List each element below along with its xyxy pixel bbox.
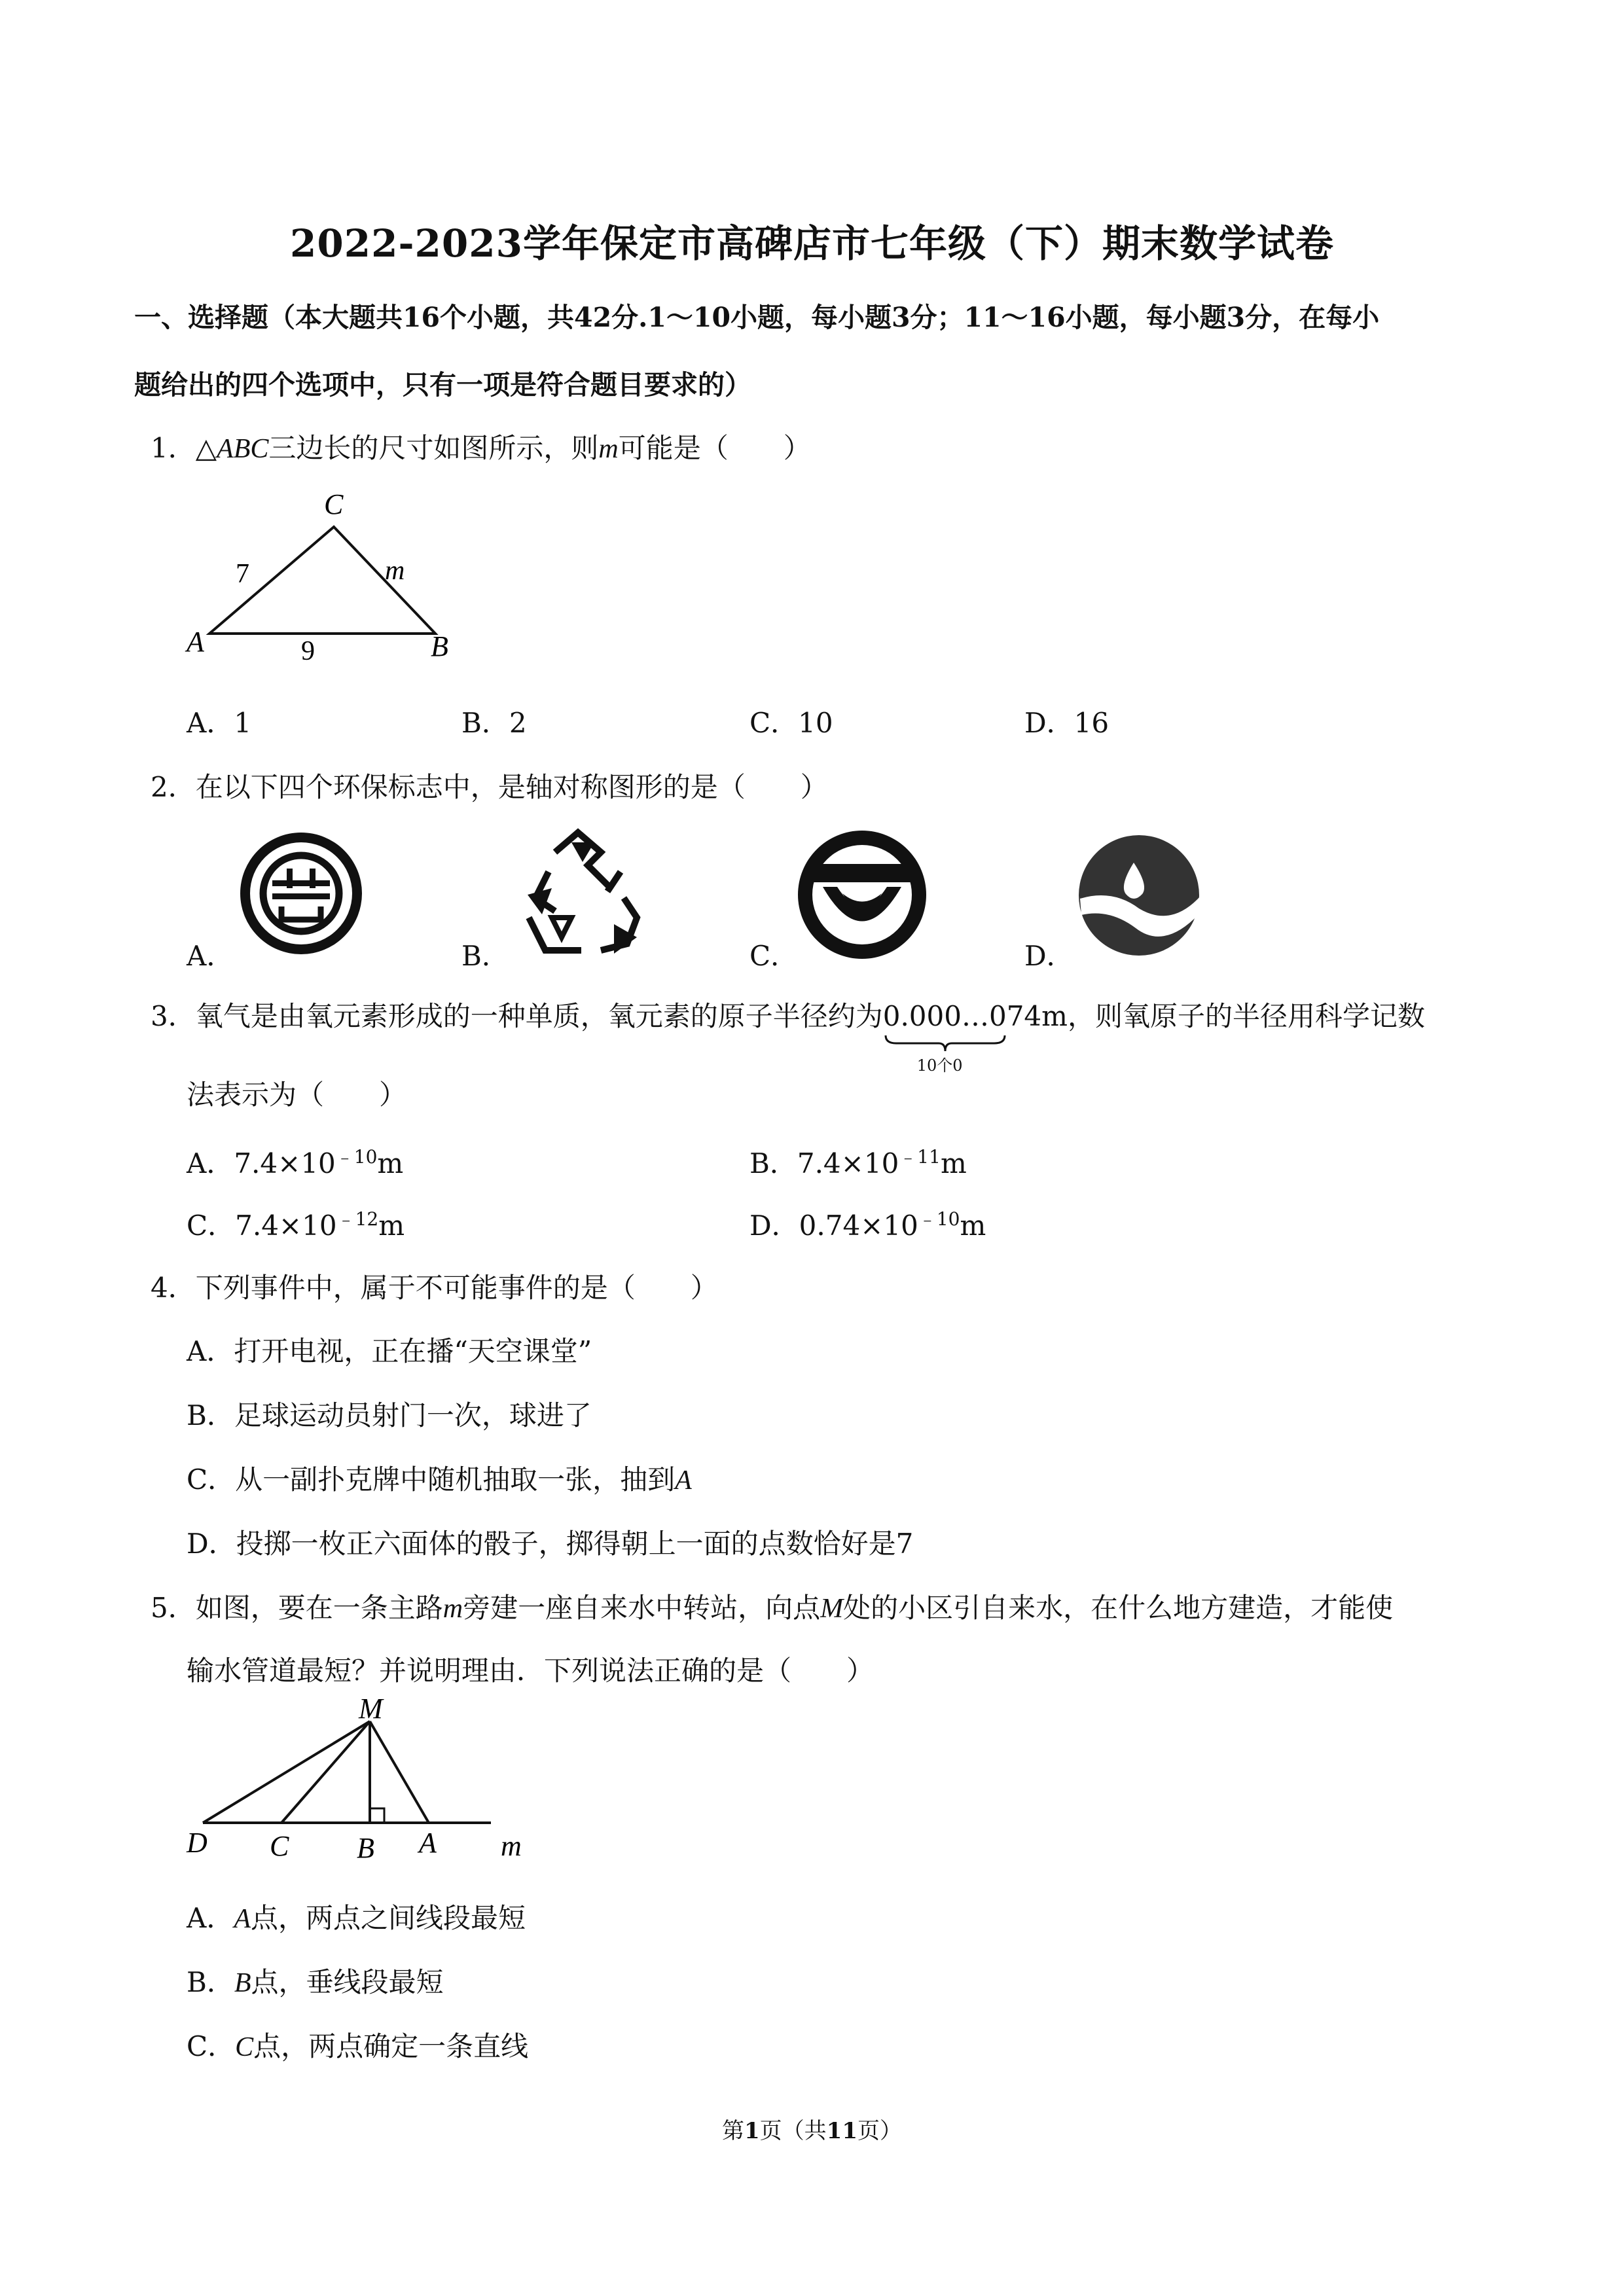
right-angle-mark [370,1808,384,1823]
point-a-label: A [419,1827,437,1859]
point-c-label: C [270,1830,289,1862]
question-1: 1．△ABC三边长的尺寸如图所示，则m可能是（ ） [151,432,811,464]
vertex-c-label: C [324,488,344,520]
q2-option-c[interactable]: C． [749,940,799,972]
brace-label: 10个0 [916,1056,963,1075]
question-2: 2．在以下四个环保标志中，是轴对称图形的是（ ） [151,771,828,803]
road-m-label: m [501,1830,522,1862]
q4-option-b[interactable]: B．足球运动员射门一次，球进了 [187,1399,592,1431]
side-cb-label: m [385,556,405,586]
q5-option-c[interactable]: C．C点，两点确定一条直线 [187,2030,529,2062]
question-5-line2: 输水管道最短？并说明理由．下列说法正确的是（ ） [187,1655,875,1687]
road-station-figure [177,1698,543,1875]
underbrace-icon [883,1033,1007,1052]
question-5-line1: 5．如图，要在一条主路m旁建一座自来水中转站，向点M处的小区引自来水，在什么地方建造，才能使 [151,1592,1394,1624]
q5-option-b[interactable]: B．B点，垂线段最短 [187,1966,444,1998]
triangle-abc-figure [177,484,478,674]
question-4: 4．下列事件中，属于不可能事件的是（ ） [151,1272,718,1304]
q1-option-c[interactable]: C．10 [749,707,833,739]
point-m-label: M [359,1698,383,1725]
q3-number-with-brace: 0.000…074 10个0 [882,1000,1042,1075]
recycle-icon [509,826,647,963]
water-drop-logo-icon [1074,830,1204,961]
q2-option-d[interactable]: D． [1024,940,1074,972]
point-d-label: D [187,1827,208,1859]
section-heading-line2: 题给出的四个选项中，只有一项是符合题目要求的） [134,369,751,401]
q3-option-c[interactable]: C．$7.4\times 10^{﹣12}m$ [187,1208,405,1242]
page-footer: 第1页（共11页） [722,2118,902,2144]
page-title: 2022-2023学年保定市高碑店市七年级（下）期末数学试卷 [290,221,1334,266]
side-ab-label: 9 [301,636,315,666]
q4-option-d[interactable]: D．投掷一枚正六面体的骰子，掷得朝上一面的点数恰好是7 [187,1528,914,1560]
question-3-line2: 法表示为（ ） [187,1079,407,1111]
point-b-label: B [357,1832,374,1864]
q2-option-b[interactable]: B． [461,940,509,972]
q5-option-a[interactable]: A．A点，两点之间线段最短 [187,1902,526,1934]
q2-option-a[interactable]: A． [187,940,234,972]
vertex-b-label: B [431,630,448,662]
q3-option-d[interactable]: D．$0.74\times 10^{﹣10}m$ [749,1208,986,1242]
side-ac-label: 7 [236,559,249,589]
segment-mc [281,1721,370,1823]
section-heading-line1: 一、选择题（本大题共16个小题，共42分.1～10小题，每小题3分；11～16小题，每小题3分，在每小 [134,302,1380,333]
vertex-a-label: A [187,626,204,658]
eco-logo-c-icon [795,828,929,962]
q3-option-b[interactable]: B．$7.4\times 10^{﹣11}m$ [749,1146,967,1179]
q4-option-c[interactable]: C．从一副扑克牌中随机抽取一张，抽到A [187,1463,692,1496]
segment-md [203,1721,370,1823]
eco-logo-a-icon [236,828,367,959]
q1-option-b[interactable]: B．2 [461,707,527,739]
q4-option-a[interactable]: A．打开电视，正在播“天空课堂” [187,1335,592,1367]
q1-option-d[interactable]: D．16 [1024,707,1110,739]
q1-option-a[interactable]: A．1 [187,707,252,739]
question-3-line1: 3．氧气是由氧元素形成的一种单质，氧元素的原子半径约为0.000…074 10个0 m，则氧原子的半径用科学记数 [151,1000,1425,1075]
q3-option-a[interactable]: A．$7.4\times 10^{﹣10}m$ [187,1146,404,1179]
